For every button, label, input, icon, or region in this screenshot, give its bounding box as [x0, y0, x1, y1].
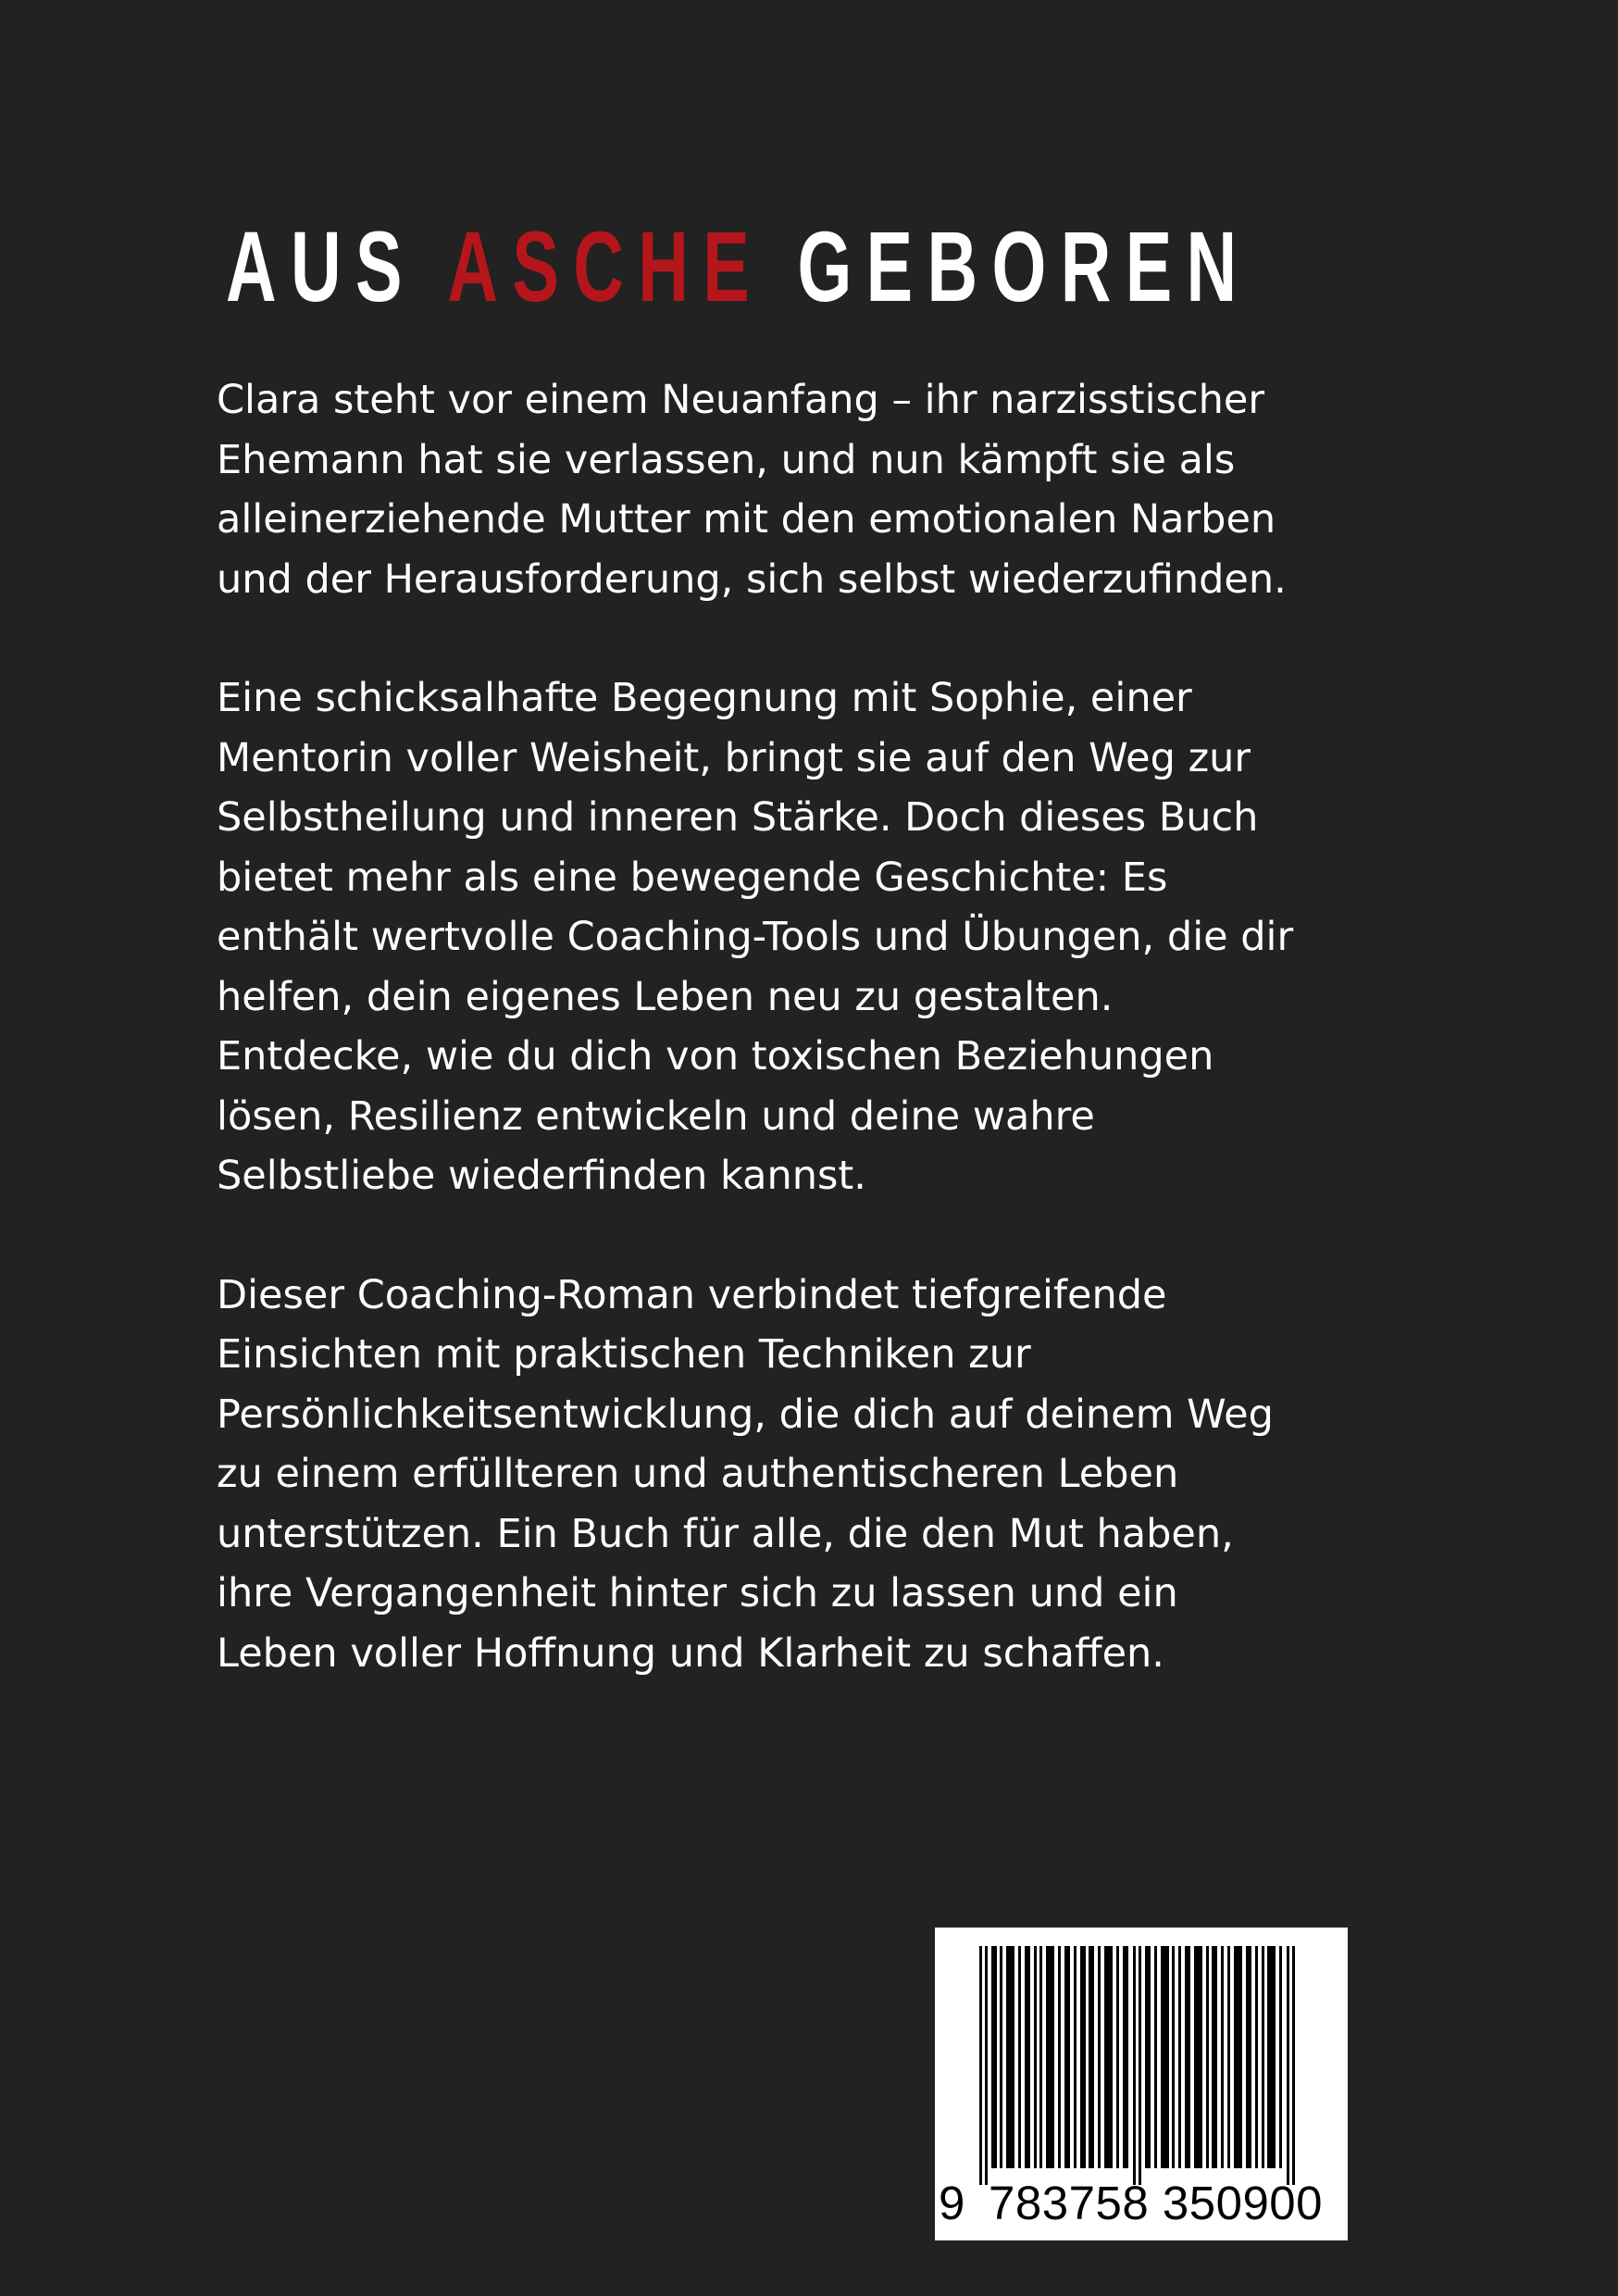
blurb-paragraph-3: Dieser Coaching-Roman verbindet tiefgreifende Einsichten mit praktischen Techniken zur Persönlichkeitsentwicklung, die dich auf deinem Weg zu einem erfüllteren und authentischeren Leben unterstützen. Ein Buch für alle, die den Mut haben, ihre Vergangenheit hinter sich zu lassen und ein Leben voller Hoffnung und Klarheit zu schaffen.: [217, 1271, 1274, 1677]
blurb-text: [217, 370, 1309, 1683]
title-word-aus: AUS: [226, 210, 417, 322]
isbn-lead-digit: 9: [939, 2177, 965, 2229]
isbn-number: [935, 2176, 1348, 2231]
blurb-paragraph-1: Clara steht vor einem Neuanfang – ihr narzisstischer Ehemann hat sie verlassen, und nun kämpft sie als alleinerziehende Mutter mit den emotionalen Narben und der Herausforderung, sich selbst wiederzufinden.: [217, 377, 1287, 603]
book-title: [226, 210, 1251, 322]
blurb-paragraph-2: Eine schicksalhafte Begegnung mit Sophie, einer Mentorin voller Weisheit, bringt sie auf den Weg zur Selbstheilung und inneren Stärke. Doch dieses Buch bietet mehr als eine bewegende Geschichte: Es enthält wertvolle Coaching-Tools und Übungen, die dir helfen, dein eigenes Leben neu zu gestalten. Entdecke, wie du dich von toxischen Beziehungen lösen, Resilienz entwickeln und deine wahre Selbstliebe wiederfinden kannst.: [217, 675, 1294, 1199]
title-word-asche: ASCHE: [447, 210, 765, 322]
title-word-geboren: GEBOREN: [797, 210, 1251, 322]
isbn-barcode: [935, 1928, 1348, 2240]
isbn-digits: 783758 350900: [989, 2177, 1324, 2229]
